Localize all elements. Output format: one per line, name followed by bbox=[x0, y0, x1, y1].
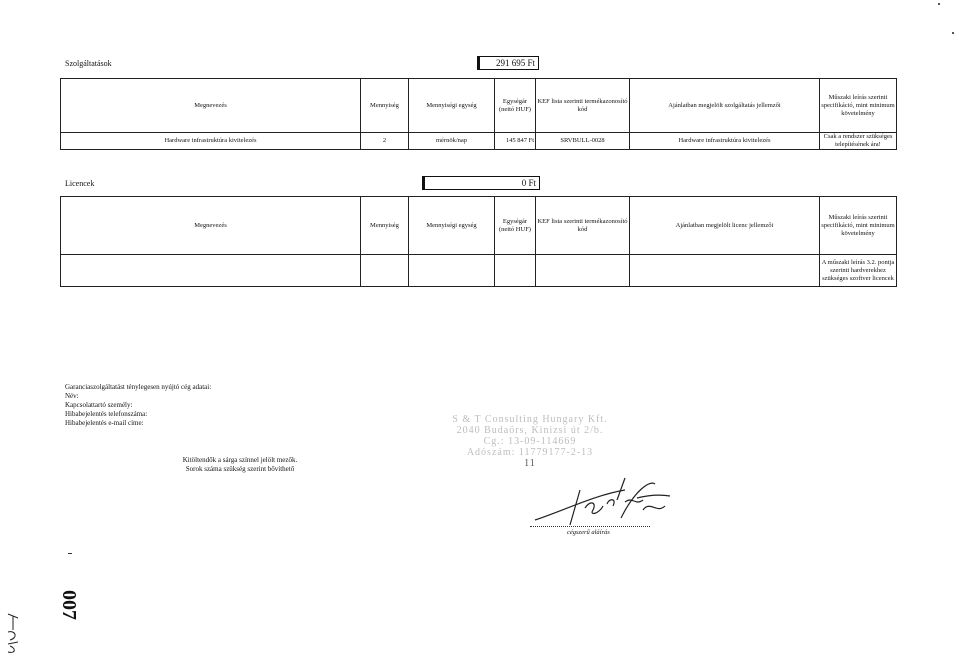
header-kef: KEF lista szerinti termékazonosító kód bbox=[536, 197, 630, 255]
licences-header-row bbox=[61, 197, 897, 255]
header-qty: Mennyiség bbox=[361, 79, 409, 133]
stamp-line-4: Adószám: 11779177-2-13 bbox=[466, 447, 594, 458]
stamp-line-1: S & T Consulting Hungary Kft. bbox=[452, 414, 608, 425]
header-offered: Ajánlatban megjelölt szolgáltatás jellemzői bbox=[630, 79, 820, 133]
table-row bbox=[61, 255, 897, 287]
fill-notes bbox=[160, 456, 320, 474]
services-total: 291 695 Ft bbox=[477, 56, 539, 70]
header-price: Egységár (nettó HUF) bbox=[495, 79, 536, 133]
row-qty: 2 bbox=[361, 133, 409, 150]
empty-cell bbox=[495, 255, 536, 287]
header-price: Egységár (nettó HUF) bbox=[495, 197, 536, 255]
table-row bbox=[61, 133, 897, 150]
services-title: Szolgáltatások bbox=[65, 59, 112, 68]
row-spec: Csak a rendszer szükséges telepítésének ára! bbox=[820, 133, 897, 150]
header-unit: Mennyiségi egység bbox=[409, 197, 495, 255]
stamp-line-5: 11 bbox=[524, 458, 536, 469]
header-qty: Mennyiség bbox=[361, 197, 409, 255]
handwritten-mark bbox=[2, 610, 24, 656]
signature-caption: cégszerű aláírás bbox=[567, 529, 610, 536]
row-name: Hardware infrastruktúra kivitelezés bbox=[61, 133, 361, 150]
row-offered: Hardware infrastruktúra kivitelezés bbox=[630, 133, 820, 150]
header-spec: Műszaki leírás szerinti specifikáció, mint minimum követelmény bbox=[820, 79, 897, 133]
guarantee-contact: Kapcsolattartó személy: bbox=[65, 401, 133, 409]
row-unit: mérnök/nap bbox=[409, 133, 495, 150]
signature-line bbox=[530, 526, 650, 527]
dash-mark bbox=[68, 553, 72, 554]
stamp-line-2: 2040 Budaörs, Kinizsi út 2/b. bbox=[456, 425, 604, 436]
licences-title: Licencek bbox=[65, 179, 95, 188]
corner-mark bbox=[938, 3, 940, 5]
note-line-2: Sorok száma szükség szerint bővíthető bbox=[185, 465, 295, 473]
empty-cell bbox=[630, 255, 820, 287]
header-name: Megnevezés bbox=[61, 79, 361, 133]
corner-mark bbox=[952, 32, 954, 34]
empty-cell bbox=[361, 255, 409, 287]
header-offered: Ajánlatban megjelölt licenc jellemzői bbox=[630, 197, 820, 255]
licences-total: 0 Ft bbox=[422, 176, 540, 190]
guarantee-email: Hibabejelentés e-mail címe: bbox=[65, 419, 144, 427]
empty-cell bbox=[61, 255, 361, 287]
guarantee-block bbox=[65, 383, 325, 428]
services-table bbox=[60, 78, 897, 150]
stamp-line-3: Cg.: 13-09-114669 bbox=[483, 436, 577, 447]
page-number: 007 bbox=[58, 590, 80, 620]
guarantee-name: Név: bbox=[65, 392, 79, 400]
header-kef: KEF lista szerinti termékazonosító kód bbox=[536, 79, 630, 133]
header-unit: Mennyiségi egység bbox=[409, 79, 495, 133]
licences-table bbox=[60, 196, 897, 287]
services-header-row bbox=[61, 79, 897, 133]
header-name: Megnevezés bbox=[61, 197, 361, 255]
empty-cell bbox=[409, 255, 495, 287]
guarantee-phone: Hibabejelentés telefonszáma: bbox=[65, 410, 148, 418]
guarantee-title: Garanciaszolgáltatást ténylegesen nyújtó cég adatai: bbox=[65, 383, 212, 391]
row-price: 145 847 Ft bbox=[495, 133, 536, 150]
header-spec: Műszaki leírás szerinti specifikáció, mint minimum követelmény bbox=[820, 197, 897, 255]
row-kef: SRVBULL-0028 bbox=[536, 133, 630, 150]
note-line-1: Kitöltendők a sárga színnel jelölt mezők. bbox=[182, 456, 298, 464]
empty-cell bbox=[536, 255, 630, 287]
row-spec: A műszaki leírás 3.2. pontja szerinti hardverekhez szükséges szoftver licencek bbox=[820, 255, 897, 287]
company-stamp bbox=[440, 414, 620, 469]
